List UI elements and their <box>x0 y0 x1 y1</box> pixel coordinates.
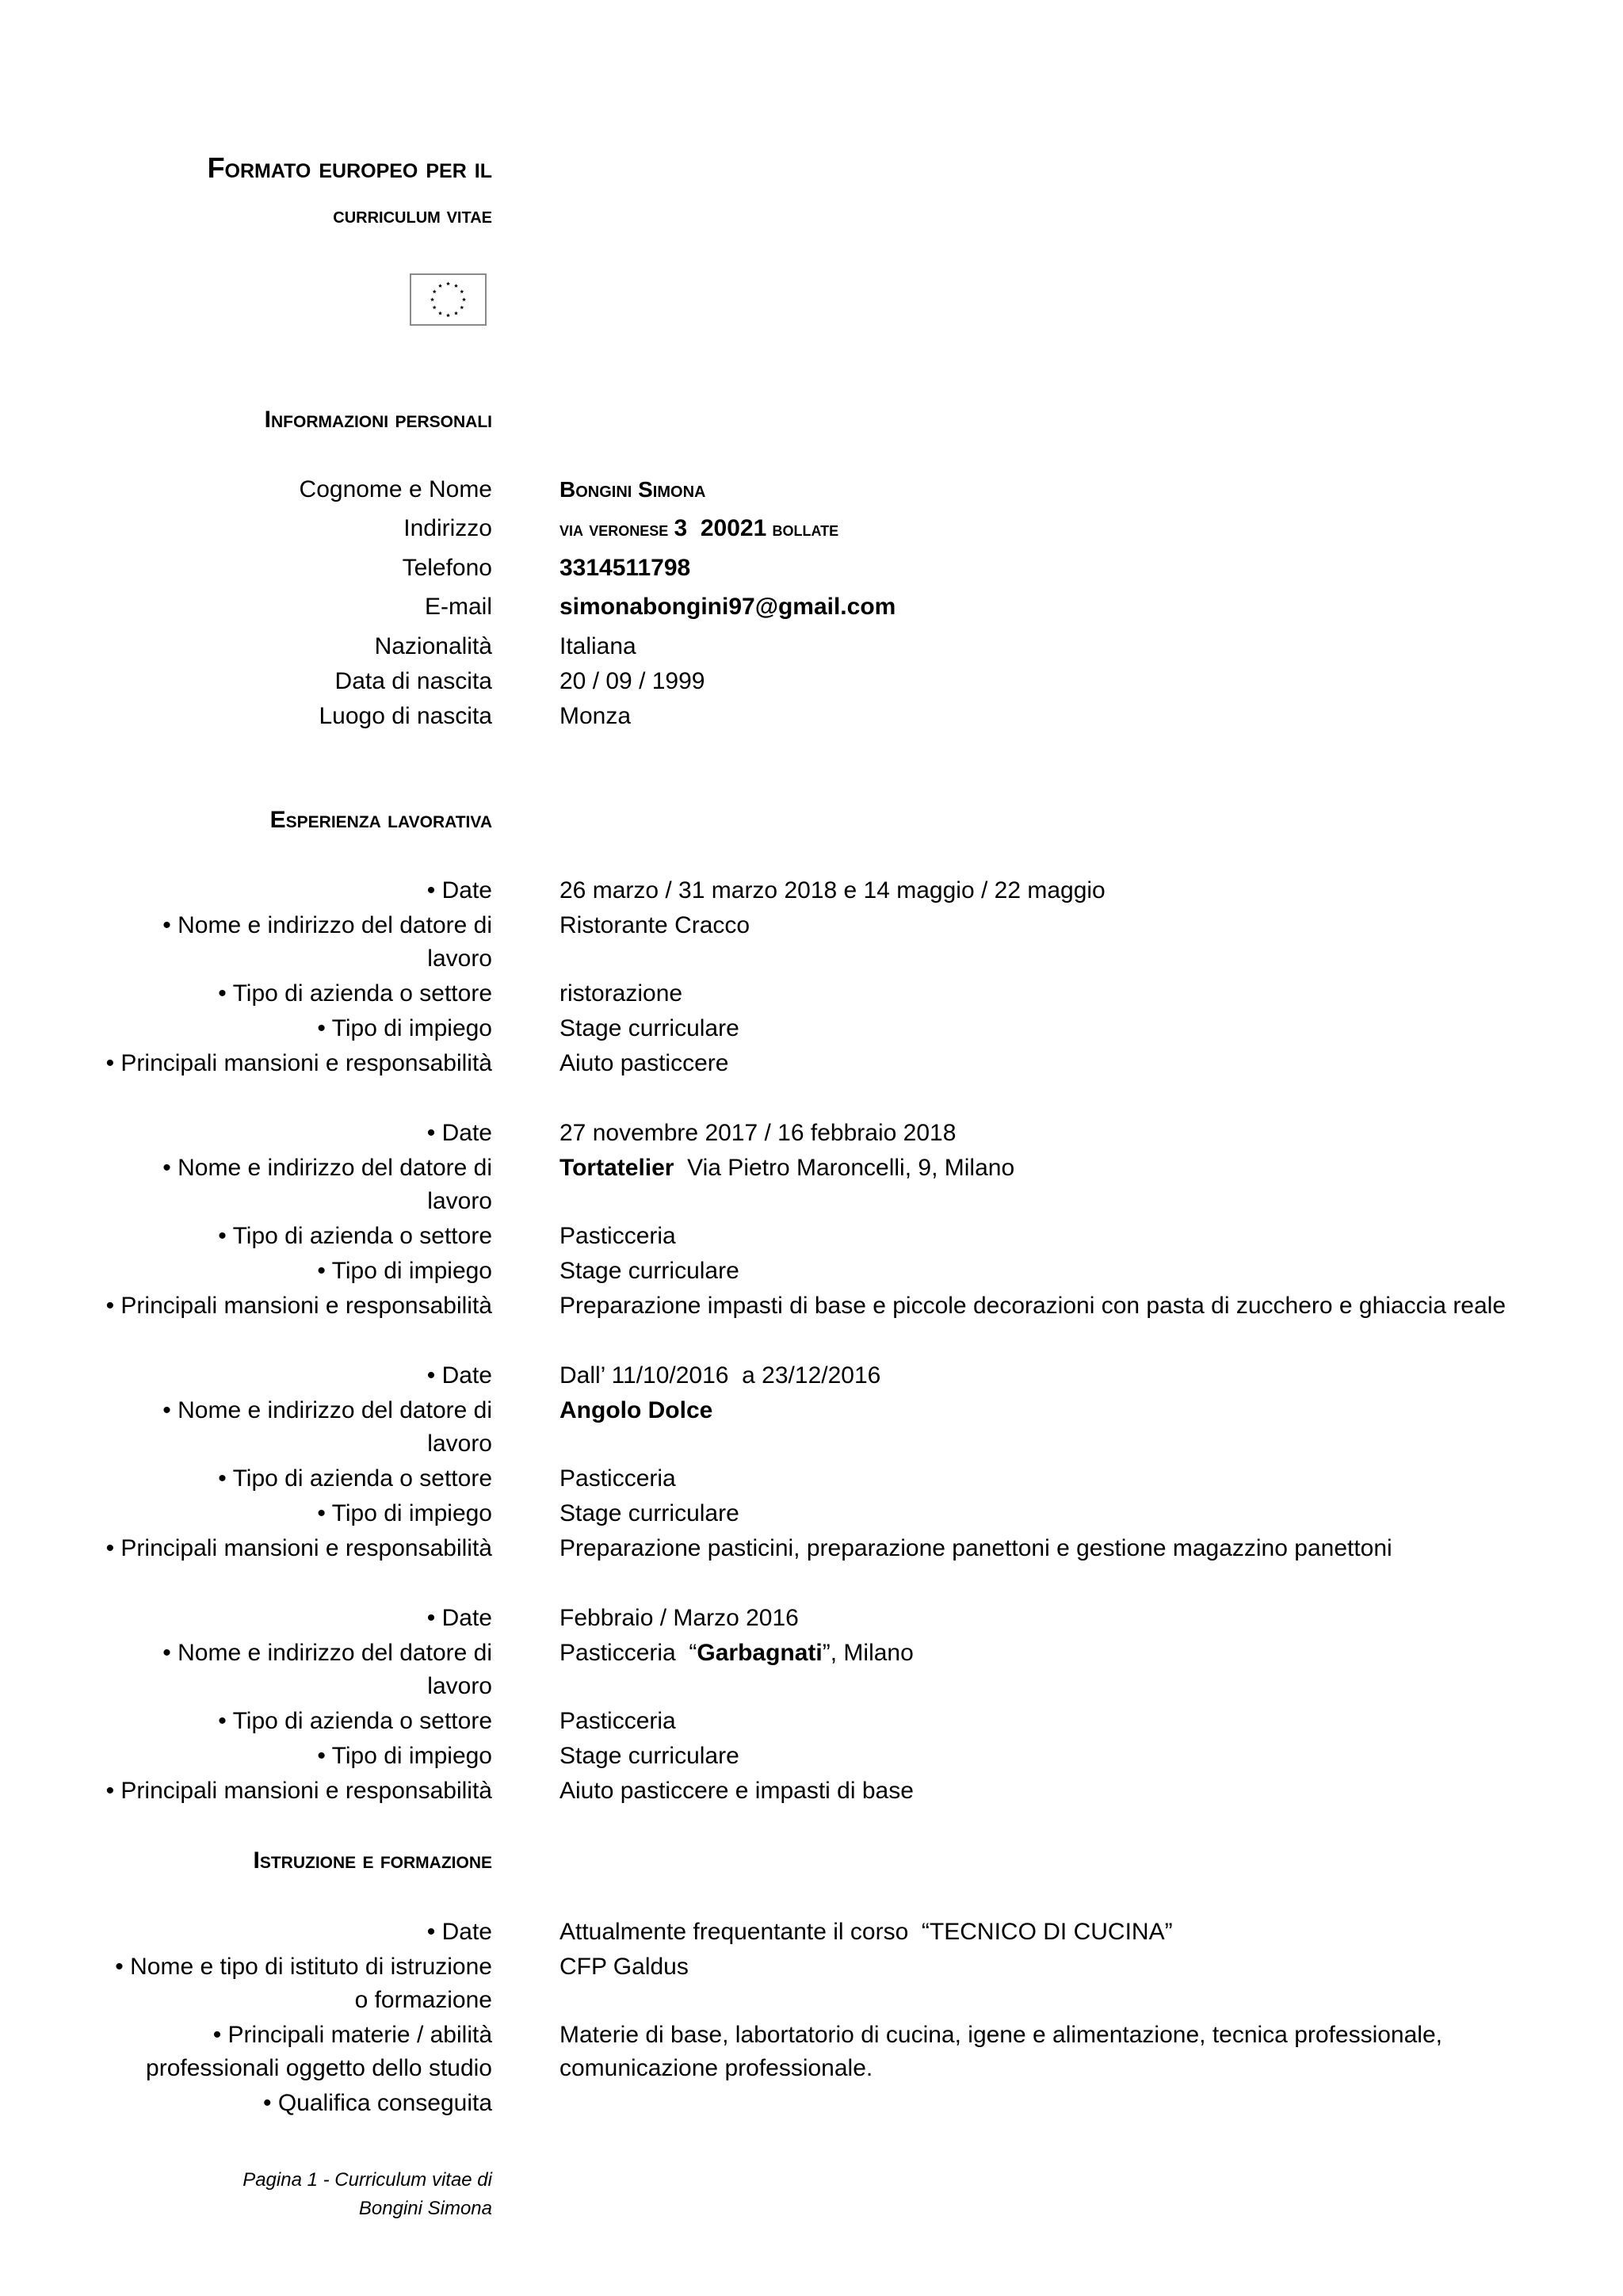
work-sector: ristorazione <box>559 980 683 1007</box>
edu-label-subjects-cont: professionali oggetto dello studio <box>146 2055 492 2081</box>
label-nationality: Nazionalità <box>374 633 492 659</box>
label-birthplace: Luogo di nascita <box>319 703 492 729</box>
label-birthdate: Data di nascita <box>334 668 492 694</box>
employer-prefix: Pasticceria “ <box>559 1640 697 1666</box>
work-label-duties: • Principali mansioni e responsabilità <box>105 1293 492 1319</box>
work-duties: Preparazione pasticini, preparazione panettoni e gestione magazzino panettoni <box>559 1535 1392 1561</box>
work-label-type: • Tipo di impiego <box>317 1258 492 1284</box>
employer-name: Tortatelier <box>559 1155 674 1181</box>
edu-label-institute: • Nome e tipo di istituto di istruzione <box>115 1954 492 1980</box>
work-type: Stage curriculare <box>559 1258 739 1284</box>
value-nationality: Italiana <box>559 633 636 659</box>
edu-label-qualification: • Qualifica conseguita <box>263 2090 492 2116</box>
work-employer <box>559 1152 1014 1184</box>
value-phone: 3314511798 <box>559 555 691 581</box>
work-label-employer-cont: lavoro <box>427 1673 492 1699</box>
address-gap <box>687 515 701 541</box>
work-date: Febbraio / Marzo 2016 <box>559 1605 799 1631</box>
footer-name: Bongini Simona <box>358 2198 492 2219</box>
address-number: 3 <box>674 515 688 541</box>
employer-address: Via Pietro Maroncelli, 9, Milano <box>674 1155 1015 1181</box>
employer-name: Garbagnati <box>697 1640 823 1666</box>
eu-star <box>460 289 464 293</box>
work-date: Dall’ 11/10/2016 a 23/12/2016 <box>559 1362 881 1389</box>
work-sector: Pasticceria <box>559 1223 676 1249</box>
eu-star <box>454 284 458 288</box>
work-label-type: • Tipo di impiego <box>317 1743 492 1769</box>
work-duties: Aiuto pasticcere <box>559 1050 729 1076</box>
work-date: 26 marzo / 31 marzo 2018 e 14 maggio / 22 maggio <box>559 877 1106 904</box>
work-employer: Angolo Dolce <box>559 1397 713 1423</box>
work-label-sector: • Tipo di azienda o settore <box>218 980 492 1007</box>
work-label-duties: • Principali mansioni e responsabilità <box>105 1778 492 1804</box>
work-date: 27 novembre 2017 / 16 febbraio 2018 <box>559 1120 957 1146</box>
work-duties: Aiuto pasticcere e impasti di base <box>559 1778 914 1804</box>
eu-star <box>446 281 450 285</box>
work-sector: Pasticceria <box>559 1708 676 1734</box>
work-label-sector: • Tipo di azienda o settore <box>218 1223 492 1249</box>
document-title-line1: Formato europeo per il <box>207 151 492 184</box>
eu-star <box>438 284 442 288</box>
work-label-date: • Date <box>426 877 492 904</box>
education-heading: Istruzione e formazione <box>253 1847 492 1874</box>
address-zip: 20021 <box>700 515 767 541</box>
work-type: Stage curriculare <box>559 1743 739 1769</box>
work-label-sector: • Tipo di azienda o settore <box>218 1465 492 1492</box>
work-label-employer: • Nome e indirizzo del datore di <box>162 912 492 938</box>
document-title-line2: curriculum vitae <box>333 203 492 227</box>
work-label-sector: • Tipo di azienda o settore <box>218 1708 492 1734</box>
work-label-employer-cont: lavoro <box>427 1431 492 1457</box>
edu-label-date: • Date <box>426 1919 492 1945</box>
label-address: Indirizzo <box>403 515 492 541</box>
value-email: simonabongini97@gmail.com <box>559 594 896 620</box>
label-email: E-mail <box>424 594 492 620</box>
work-label-duties: • Principali mansioni e responsabilità <box>105 1535 492 1561</box>
label-phone: Telefono <box>402 555 492 581</box>
eu-flag-icon <box>410 273 487 326</box>
work-sector: Pasticceria <box>559 1465 676 1492</box>
work-label-employer: • Nome e indirizzo del datore di <box>162 1155 492 1181</box>
work-label-date: • Date <box>426 1362 492 1389</box>
work-label-employer: • Nome e indirizzo del datore di <box>162 1640 492 1666</box>
eu-star <box>454 311 458 315</box>
employer-suffix: ”, Milano <box>822 1640 914 1666</box>
work-label-type: • Tipo di impiego <box>317 1015 492 1041</box>
edu-label-subjects: • Principali materie / abilità <box>212 2022 492 2048</box>
work-employer: Ristorante Cracco <box>559 912 750 938</box>
work-duties: Preparazione impasti di base e piccole decorazioni con pasta di zucchero e ghiaccia reale <box>559 1293 1507 1319</box>
edu-label-institute-cont: o formazione <box>354 1987 492 2013</box>
personal-info-heading: Informazioni personali <box>264 407 492 433</box>
footer-page-label: Pagina 1 - Curriculum vitae di <box>242 2169 492 2191</box>
work-type: Stage curriculare <box>559 1500 739 1526</box>
value-address <box>559 513 838 544</box>
work-label-date: • Date <box>426 1120 492 1146</box>
eu-star <box>460 305 464 309</box>
work-experience-heading: Esperienza lavorativa <box>269 807 492 833</box>
work-label-date: • Date <box>426 1605 492 1631</box>
work-label-type: • Tipo di impiego <box>317 1500 492 1526</box>
work-type: Stage curriculare <box>559 1015 739 1041</box>
edu-date: Attualmente frequentante il corso “TECNICO DI CUCINA” <box>559 1919 1173 1945</box>
work-employer <box>559 1637 914 1669</box>
work-label-employer: • Nome e indirizzo del datore di <box>162 1397 492 1423</box>
work-label-employer-cont: lavoro <box>427 1188 492 1214</box>
label-name: Cognome e Nome <box>299 476 492 502</box>
address-city: bollate <box>766 517 839 541</box>
eu-star <box>438 311 442 315</box>
edu-institute: CFP Galdus <box>559 1954 689 1980</box>
work-label-employer-cont: lavoro <box>427 946 492 972</box>
edu-subjects: Materie di base, labortatorio di cucina, igene e alimentazione, tecnica professionale, <box>559 2022 1442 2048</box>
address-street: via veronese <box>559 517 674 541</box>
eu-star <box>462 297 466 301</box>
value-birthdate: 20 / 09 / 1999 <box>559 668 705 694</box>
value-birthplace: Monza <box>559 703 632 729</box>
work-label-duties: • Principali mansioni e responsabilità <box>105 1050 492 1076</box>
edu-subjects-cont: comunicazione professionale. <box>559 2055 873 2081</box>
eu-star <box>433 305 437 309</box>
eu-star <box>446 313 450 317</box>
value-name: Bongini Simona <box>559 477 706 502</box>
eu-star <box>433 289 437 293</box>
eu-star <box>430 297 434 301</box>
eu-flag-stars <box>411 275 485 324</box>
